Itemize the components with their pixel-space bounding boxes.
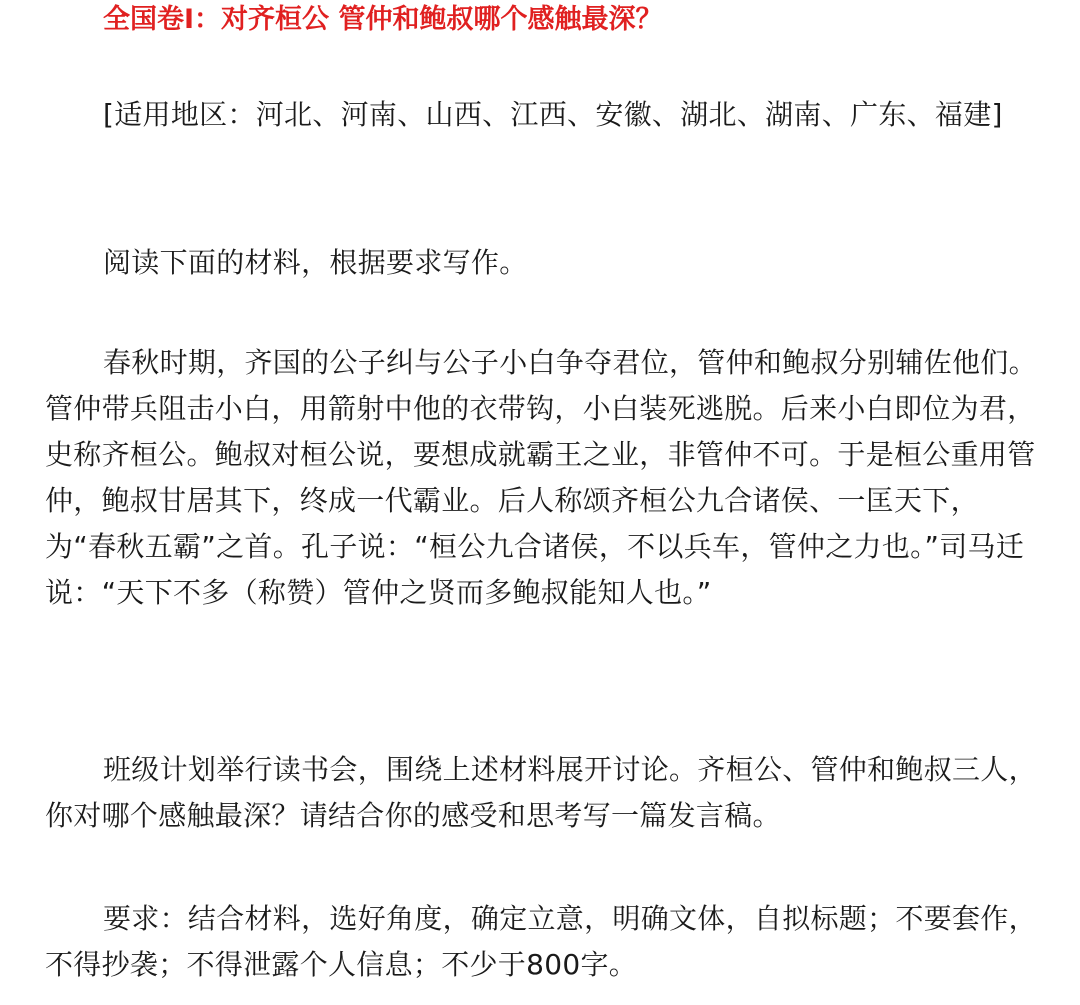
instruction-paragraph: 阅读下面的材料，根据要求写作。 bbox=[103, 246, 528, 279]
document-title: 全国卷Ⅰ：对齐桓公 管仲和鲍叔哪个感触最深？ bbox=[103, 4, 663, 35]
material-paragraph: 春秋时期，齐国的公子纠与公子小白争夺君位，管仲和鲍叔分别辅佐他们。管仲带兵阻击小白，用箭射中他的衣带钩，小白装死逃脱。后来小白即位为君，史称齐桓公。鲍叔对桓公说，要想成就霸王之业，非管仲不可。于是桓公重用管仲，鲍叔甘居其下，终成一代霸业。后人称颂齐桓公九合诸侯、一匡天下，为“春秋五霸”之首。孔子说：“桓公九合诸侯，不以兵车，管仲之力也。”司马迁说：“天下不多（称赞）管仲之贤而多鲍叔能知人也。” bbox=[45, 346, 1037, 609]
task-paragraph: 班级计划举行读书会，围绕上述材料展开讨论。齐桓公、管仲和鲍叔三人，你对哪个感触最深？请结合你的感受和思考写一篇发言稿。 bbox=[45, 753, 1037, 832]
applicable-regions-paragraph: [适用地区：河北、河南、山西、江西、安徽、湖北、湖南、广东、福建] bbox=[103, 98, 1003, 131]
requirements-paragraph: 要求：结合材料，选好角度，确定立意，明确文体，自拟标题；不要套作，不得抄袭；不得泄露个人信息；不少于800字。 bbox=[45, 902, 1037, 981]
